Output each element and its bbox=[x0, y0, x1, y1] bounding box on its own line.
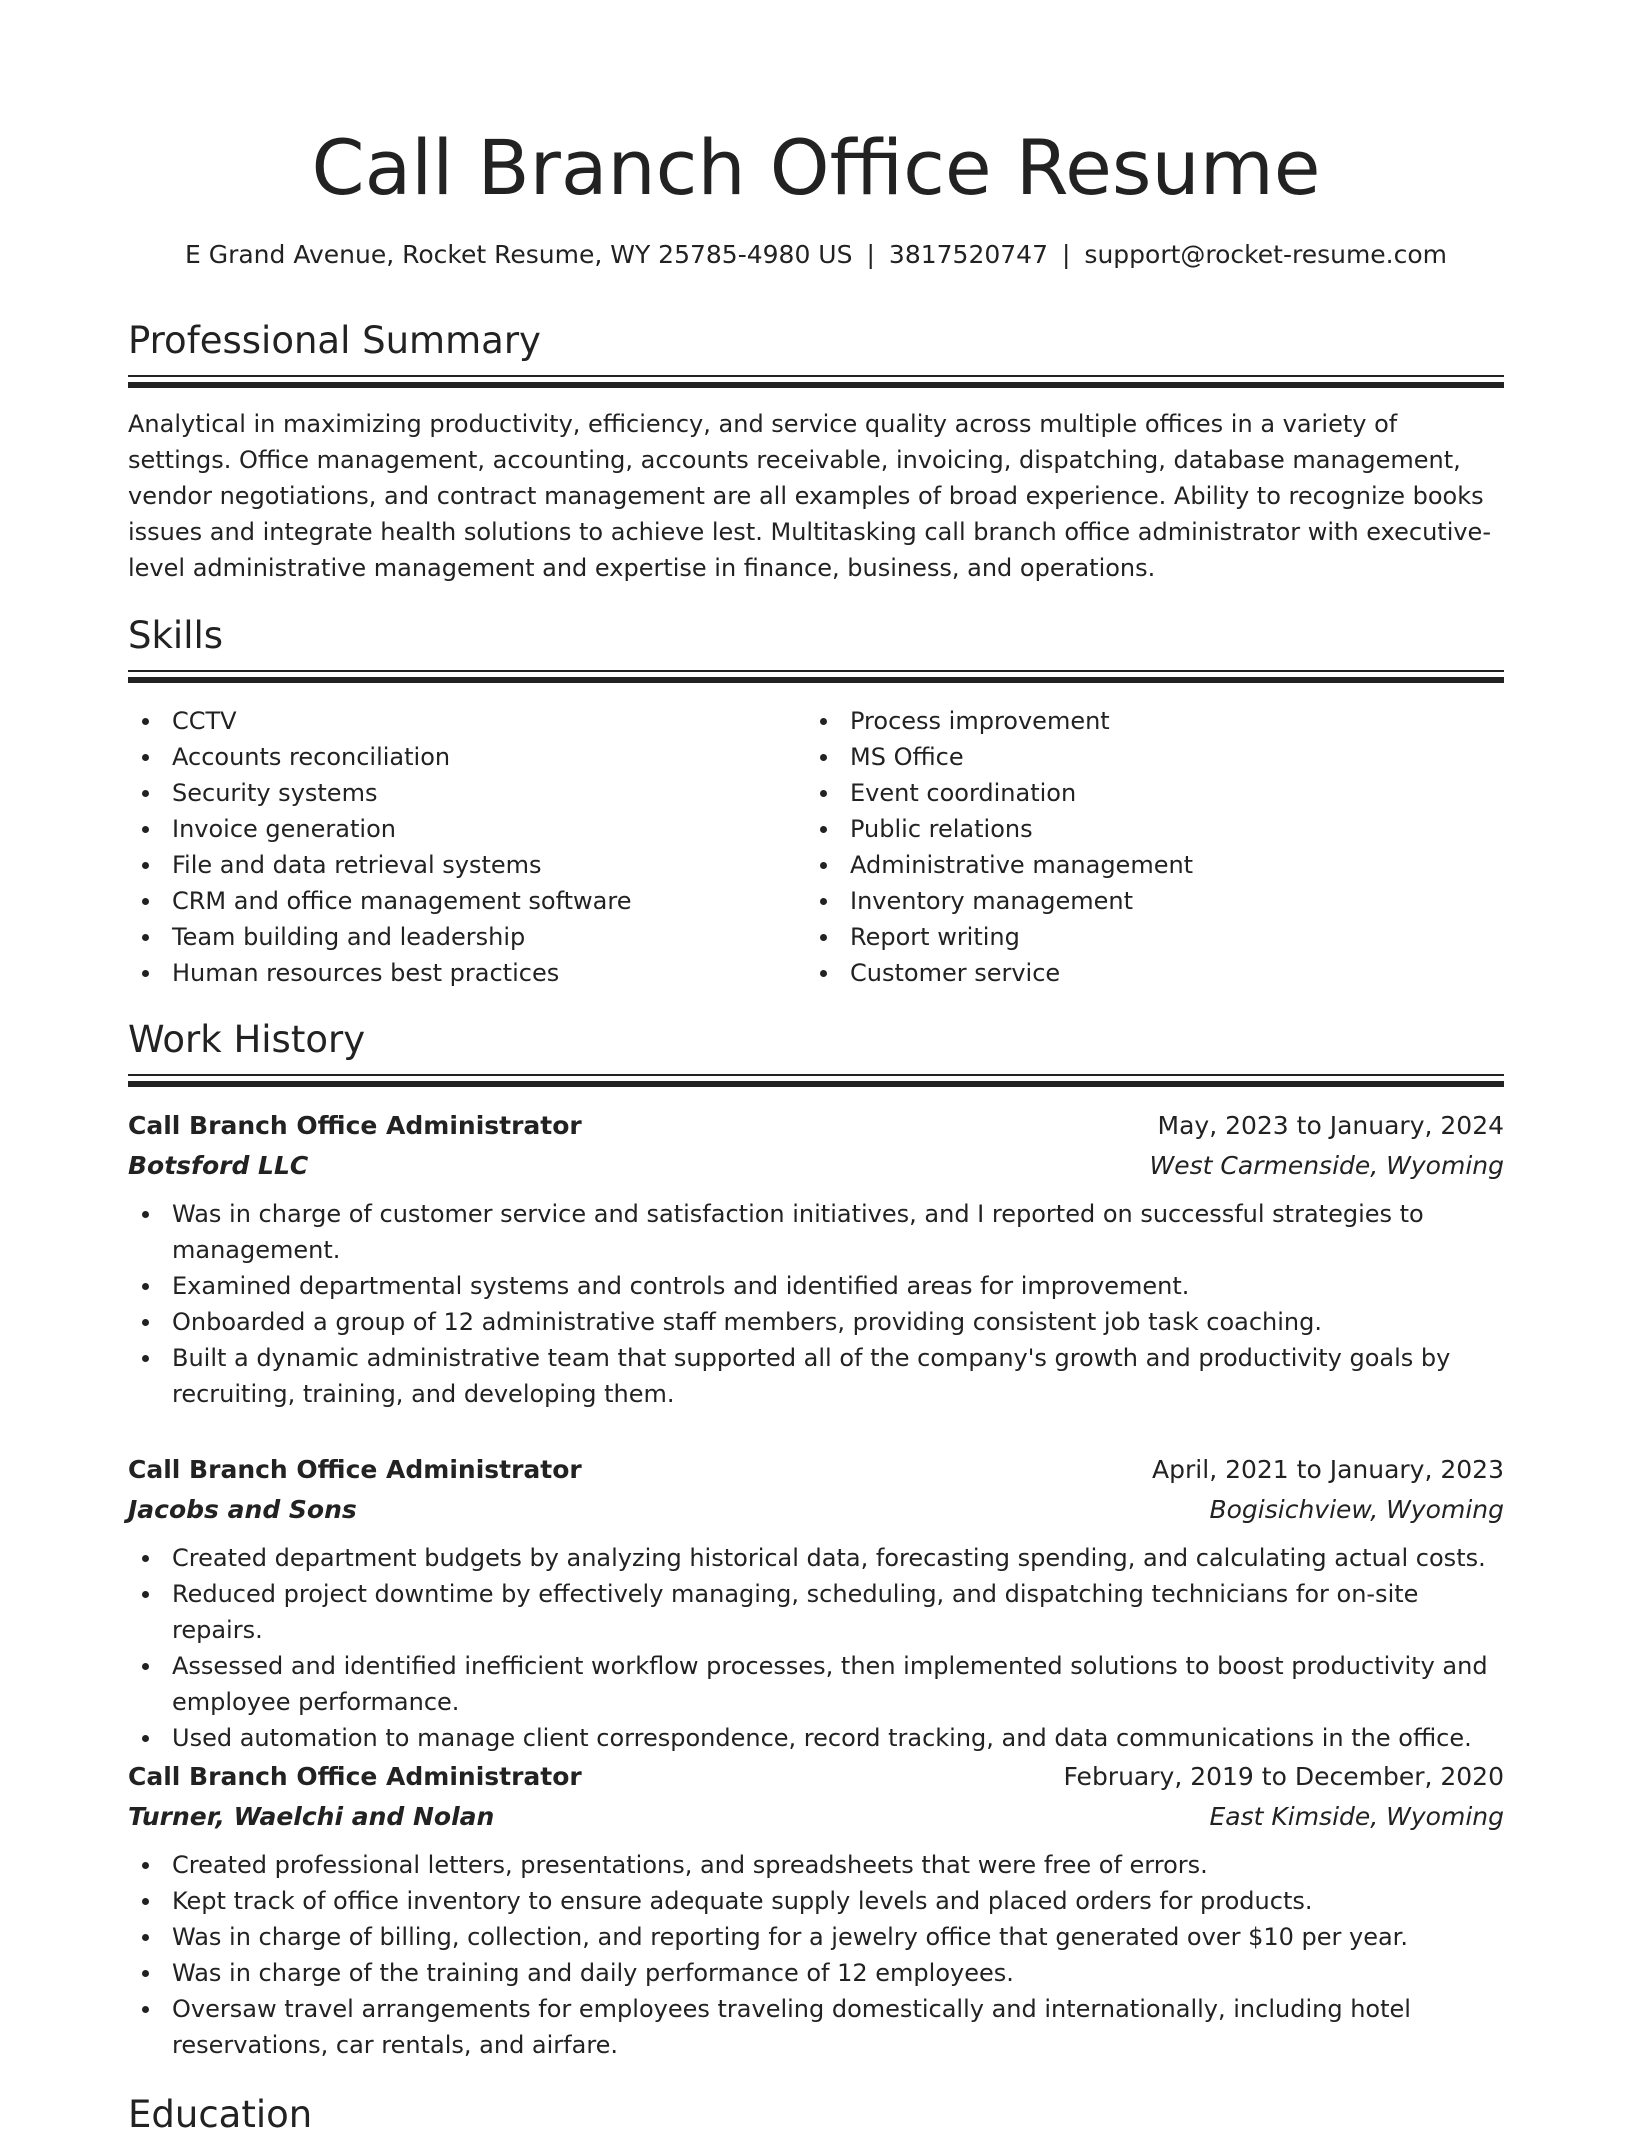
job-bullet: Used automation to manage client correspondence, record tracking, and data communications in the office. bbox=[128, 1720, 1504, 1756]
job-title: Call Branch Office Administrator bbox=[128, 1762, 582, 1791]
contact-line bbox=[128, 237, 1504, 273]
contact-address: E Grand Avenue, Rocket Resume, WY 25785-4980 US bbox=[184, 240, 853, 269]
job-bullet: Built a dynamic administrative team that supported all of the company's growth and productivity goals by recruiting, training, and developing them. bbox=[128, 1340, 1504, 1412]
skill-item: Customer service bbox=[806, 955, 1466, 991]
skill-item: Security systems bbox=[128, 775, 788, 811]
section-divider bbox=[128, 1074, 1504, 1088]
education-heading: Education bbox=[128, 2093, 313, 2136]
skill-item: Report writing bbox=[806, 919, 1466, 955]
skill-item: Accounts reconciliation bbox=[128, 739, 788, 775]
skill-item: Human resources best practices bbox=[128, 955, 788, 991]
skill-item: Team building and leadership bbox=[128, 919, 788, 955]
skills-heading: Skills bbox=[128, 614, 224, 657]
job-location: Bogisichview, Wyoming bbox=[1209, 1495, 1504, 1524]
job-bullet: Examined departmental systems and controls and identified areas for improvement. bbox=[128, 1268, 1504, 1304]
skill-item: Event coordination bbox=[806, 775, 1466, 811]
skill-item: CRM and office management software bbox=[128, 883, 788, 919]
section-divider bbox=[128, 670, 1504, 684]
skill-item: CCTV bbox=[128, 703, 788, 739]
job-entry bbox=[128, 1450, 1504, 1756]
job-bullet: Created department budgets by analyzing historical data, forecasting spending, and calculating actual costs. bbox=[128, 1540, 1504, 1576]
summary-heading: Professional Summary bbox=[128, 319, 541, 362]
work-history-heading: Work History bbox=[128, 1018, 366, 1061]
skills-list-left bbox=[128, 703, 788, 991]
job-bullet: Kept track of office inventory to ensure adequate supply levels and placed orders for products. bbox=[128, 1883, 1504, 1919]
contact-separator: | bbox=[1061, 240, 1071, 269]
job-bullet: Created professional letters, presentations, and spreadsheets that were free of errors. bbox=[128, 1847, 1504, 1883]
job-bullet: Was in charge of customer service and satisfaction initiatives, and I reported on successful strategies to management. bbox=[128, 1196, 1504, 1268]
job-dates: April, 2021 to January, 2023 bbox=[1152, 1455, 1504, 1484]
skill-item: Administrative management bbox=[806, 847, 1466, 883]
resume-name: Call Branch Office Resume bbox=[311, 123, 1321, 212]
job-company: Botsford LLC bbox=[128, 1151, 309, 1180]
job-bullets bbox=[128, 1196, 1504, 1412]
job-entry bbox=[128, 1106, 1504, 1412]
job-location: East Kimside, Wyoming bbox=[1209, 1802, 1504, 1831]
skill-item: Process improvement bbox=[806, 703, 1466, 739]
skill-item: Inventory management bbox=[806, 883, 1466, 919]
summary-text: Analytical in maximizing productivity, efficiency, and service quality across multiple offices in a variety of settings. Office management, accounting, accounts receivable, invoicing, dispatching, database management, vendor negotiations, and contract management are all examples of broad experience. Ability to recognize books issues and integrate health solutions to achieve lest. Multitasking call branch office administrator with executive-level administrative management and expertise in finance, business, and operations. bbox=[128, 410, 1491, 582]
job-dates: May, 2023 to January, 2024 bbox=[1157, 1111, 1504, 1140]
skills-list-right bbox=[806, 703, 1466, 991]
contact-phone: 3817520747 bbox=[888, 240, 1048, 269]
job-bullet: Was in charge of billing, collection, and reporting for a jewelry office that generated over $10 per year. bbox=[128, 1919, 1504, 1955]
job-entry bbox=[128, 1757, 1504, 2063]
job-title: Call Branch Office Administrator bbox=[128, 1455, 582, 1484]
job-bullet: Onboarded a group of 12 administrative staff members, providing consistent job task coaching. bbox=[128, 1304, 1504, 1340]
contact-separator: | bbox=[866, 240, 875, 269]
job-location: West Carmenside, Wyoming bbox=[1149, 1151, 1504, 1180]
skill-item: Public relations bbox=[806, 811, 1466, 847]
skill-item: File and data retrieval systems bbox=[128, 847, 788, 883]
job-bullets bbox=[128, 1847, 1504, 2063]
skill-item: MS Office bbox=[806, 739, 1466, 775]
job-title: Call Branch Office Administrator bbox=[128, 1111, 582, 1140]
job-bullet: Reduced project downtime by effectively managing, scheduling, and dispatching technicians for on-site repairs. bbox=[128, 1576, 1504, 1648]
skill-item: Invoice generation bbox=[128, 811, 788, 847]
contact-email: support@rocket-resume.com bbox=[1084, 240, 1448, 269]
job-company: Turner, Waelchi and Nolan bbox=[128, 1802, 495, 1831]
job-bullet: Assessed and identified inefficient workflow processes, then implemented solutions to boost productivity and employee performance. bbox=[128, 1648, 1504, 1720]
section-divider bbox=[128, 375, 1504, 389]
job-dates: February, 2019 to December, 2020 bbox=[1063, 1762, 1504, 1791]
job-bullets bbox=[128, 1540, 1504, 1756]
job-bullet: Was in charge of the training and daily performance of 12 employees. bbox=[128, 1955, 1504, 1991]
job-company: Jacobs and Sons bbox=[128, 1495, 357, 1524]
job-bullet: Oversaw travel arrangements for employees traveling domestically and internationally, including hotel reservations, car rentals, and airfare. bbox=[128, 1991, 1504, 2063]
